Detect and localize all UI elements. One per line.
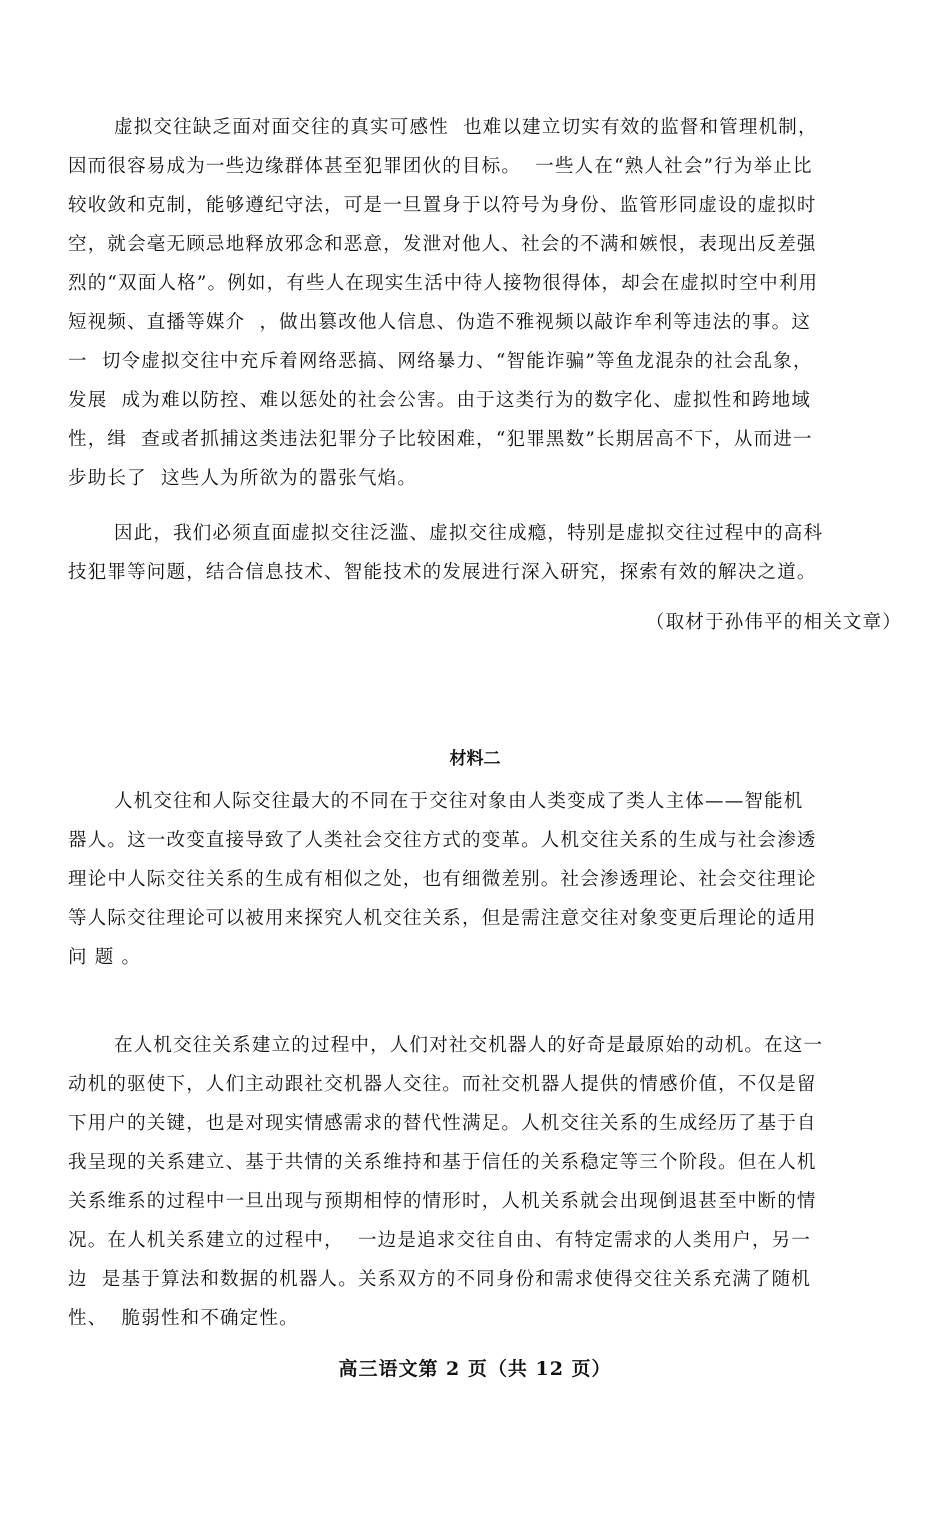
text-line: 步助长了 这些人为所欲为的嚣张气焰。 [68, 468, 418, 489]
material-one-paragraph-2 [68, 514, 910, 592]
material-two-paragraph-2 [68, 1026, 910, 1338]
text-line: 烈的“双面人格”。例如，有些人在现实生活中待人接物很得体，却会在虚拟时空中利用 [68, 273, 819, 294]
material-one-paragraph-1 [68, 108, 910, 498]
material-two-heading: 材料二 [449, 749, 501, 769]
text-line: 因而很容易成为一些边缘群体甚至犯罪团伙的目标。 一些人在“熟人社会”行为举止比 [68, 156, 813, 177]
text-line: 性、 脆弱性和不确定性。 [68, 1308, 299, 1329]
text-line: 一 切令虚拟交往中充斥着网络恶搞、网络暴力、“智能诈骗”等鱼龙混杂的社会乱象， [68, 351, 813, 372]
text-line: 况。在人机关系建立的过程中， 一边是追求交往自由、有特定需求的人类用户，另一 [68, 1230, 812, 1251]
text-line: 发展 成为难以防控、难以惩处的社会公害。由于这类行为的数字化、虚拟性和跨地域 [68, 390, 812, 411]
text-line: 性，缉 查或者抓捕这类违法犯罪分子比较困难，“犯罪黑数”长期居高不下，从而进一 [68, 429, 813, 450]
material-two-paragraph-1 [68, 782, 910, 977]
text-line: 人机交往和人际交往最大的不同在于交往对象由人类变成了类人主体——智能机 [114, 791, 804, 812]
page-footer: 高三语文第 2 页（共 12 页） [338, 1358, 612, 1380]
text-line: 动机的驱使下，人们主动跟社交机器人交往。而社交机器人提供的情感价值，不仅是留 [68, 1074, 817, 1095]
text-line: 边 是基于算法和数据的机器人。关系双方的不同身份和需求使得交往关系充满了随机 [68, 1269, 812, 1290]
text-line: 虚拟交往缺乏面对面交往的真实可感性 也难以建立切实有效的监督和管理机制， [114, 117, 818, 138]
text-line: 关系维系的过程中一旦出现与预期相悖的情形时，人机关系就会出现倒退甚至中断的情 [68, 1191, 817, 1212]
text-line: 理论中人际交往关系的生成有相似之处，也有细微差别。社会渗透理论、社会交往理论 [68, 869, 817, 890]
source-citation: （取材于孙伟平的相关文章） [645, 612, 902, 633]
text-line: 较收敛和克制，能够遵纪守法，可是一旦置身于以符号为身份、监管形同虚设的虚拟时 [68, 195, 817, 216]
source-citation-block [68, 603, 910, 642]
text-line: 因此，我们必须直面虚拟交往泛滥、虚拟交往成瘾，特别是虚拟交往过程中的高科 [114, 523, 824, 544]
text-line: 空，就会毫无顾忌地释放邪念和恶意，发泄对他人、社会的不满和嫉恨，表现出反差强 [68, 234, 817, 255]
text-line: 等人际交往理论可以被用来探究人机交往关系，但是需注意交往对象变更后理论的适用 [68, 908, 817, 929]
text-line: 下用户的关键，也是对现实情感需求的替代性满足。人机交往关系的生成经历了基于自 [68, 1113, 817, 1134]
text-line: 器人。这一改变直接导致了人类社会交往方式的变革。人机交往关系的生成与社会渗透 [68, 830, 817, 851]
text-line: 技犯罪等问题，结合信息技术、智能技术的发展进行深入研究，探索有效的解决之道。 [68, 562, 817, 583]
text-line: 短视频、直播等媒介 ，做出篡改他人信息、伪造不雅视频以敲诈牟利等违法的事。这 [68, 312, 812, 333]
text-line: 问 题 。 [68, 947, 142, 968]
text-line: 在人机交往关系建立的过程中，人们对社交机器人的好奇是最原始的动机。在这一 [114, 1035, 824, 1056]
text-line: 我呈现的关系建立、基于共情的关系维持和基于信任的关系稳定等三个阶段。但在人机 [68, 1152, 817, 1173]
